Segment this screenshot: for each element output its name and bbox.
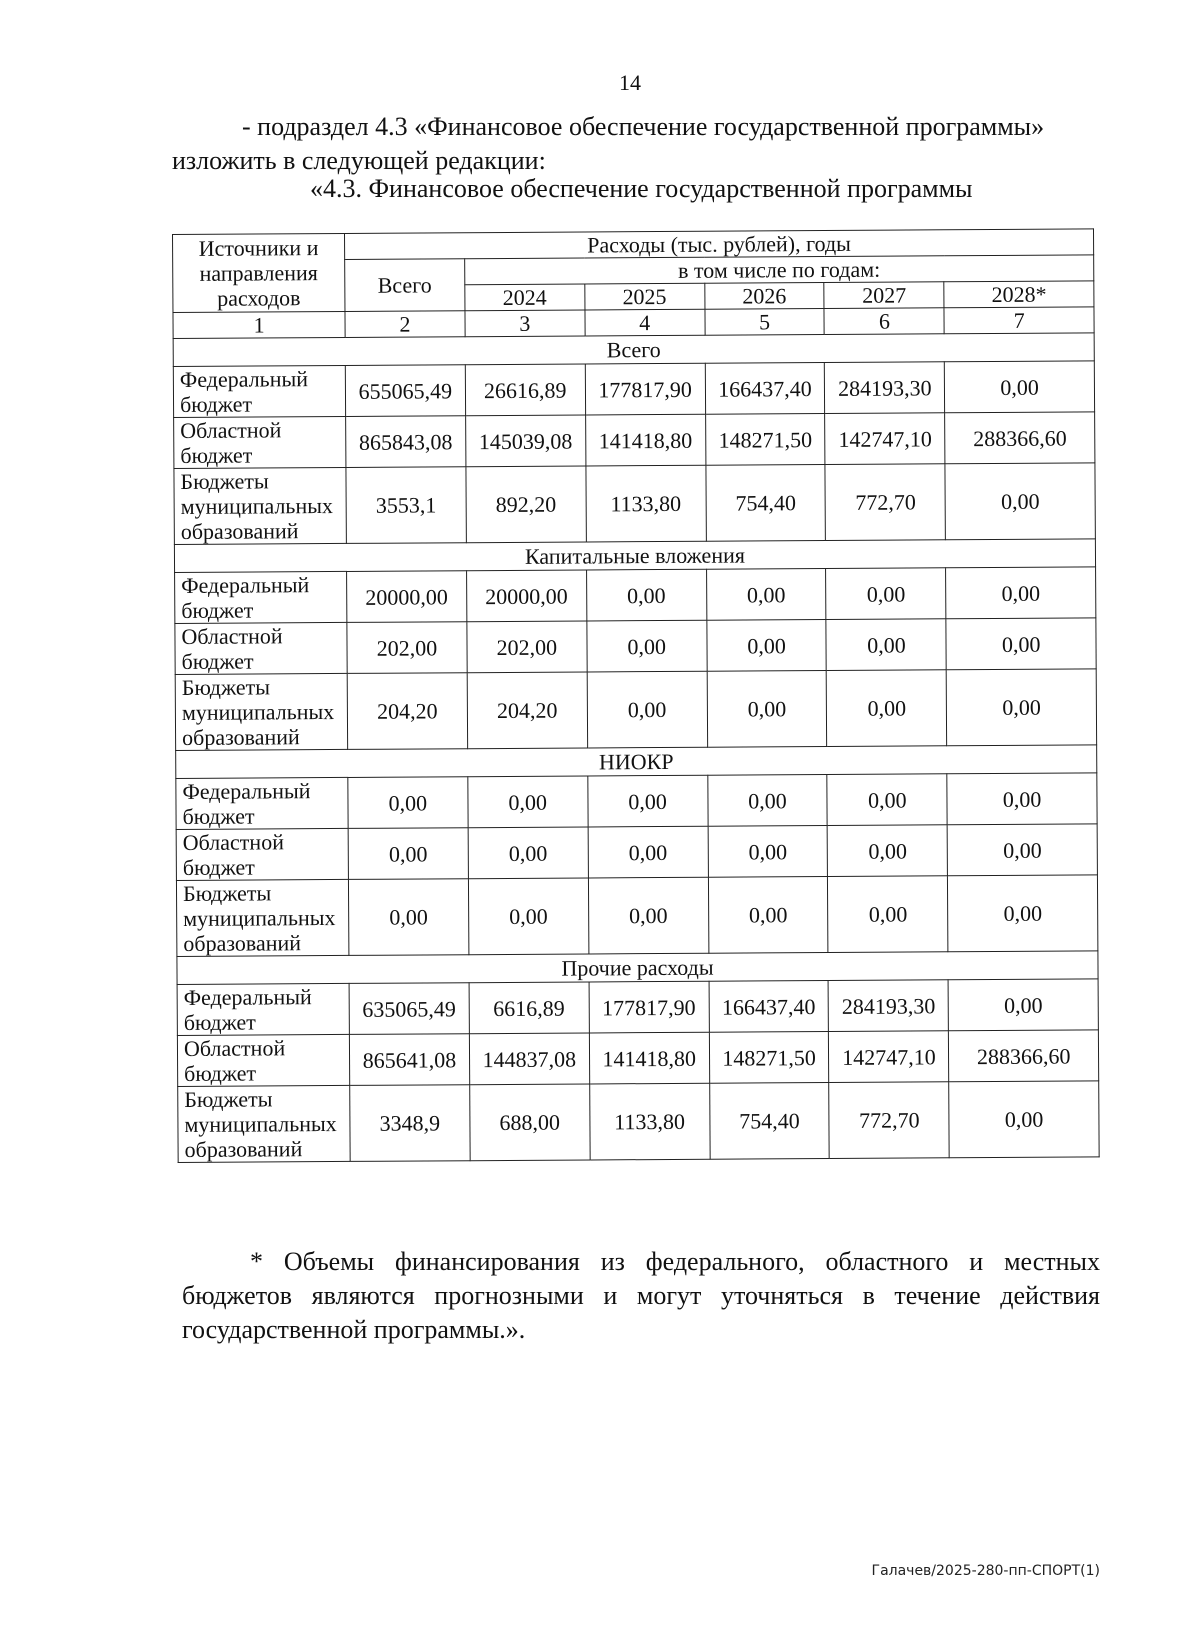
value-cell: 0,00 [826, 619, 946, 671]
value-cell: 865843,08 [346, 416, 466, 468]
value-cell: 148271,50 [709, 1032, 829, 1084]
table-row [173, 361, 1094, 418]
row-label: Бюджеты муниципальных образований [178, 1085, 350, 1162]
table-row [177, 979, 1098, 1036]
column-number: 5 [705, 309, 825, 336]
section-header: НИОКР [176, 745, 1097, 779]
section-header: Капитальные вложения [174, 539, 1095, 573]
row-label: Бюджеты муниципальных образований [176, 879, 348, 956]
value-cell: 0,00 [348, 777, 468, 829]
value-cell: 865641,08 [349, 1034, 469, 1086]
value-cell: 141418,80 [589, 1032, 709, 1084]
value-cell: 0,00 [588, 826, 708, 878]
page-number: 14 [619, 70, 641, 95]
row-label: Бюджеты муниципальных образований [175, 673, 347, 750]
table-row [175, 618, 1096, 675]
value-cell: 142747,10 [825, 413, 945, 465]
column-number: 6 [824, 308, 944, 335]
value-cell: 0,00 [948, 979, 1098, 1031]
value-cell: 3348,9 [350, 1085, 470, 1162]
column-number: 1 [173, 311, 345, 338]
value-cell: 202,00 [347, 622, 467, 674]
row-label: Бюджеты муниципальных образований [174, 467, 346, 544]
value-cell: 0,00 [947, 773, 1097, 825]
column-number: 7 [944, 307, 1094, 334]
value-cell: 284193,30 [829, 980, 949, 1032]
header-expenses: Расходы (тыс. рублей), годы [344, 229, 1093, 260]
row-label: Федеральный бюджет [176, 777, 348, 829]
value-cell: 0,00 [946, 567, 1096, 619]
value-cell: 772,70 [829, 1082, 949, 1159]
value-cell: 166437,40 [705, 363, 825, 415]
value-cell: 177817,90 [585, 363, 705, 415]
table-row [176, 824, 1097, 881]
value-cell: 148271,50 [705, 414, 825, 466]
value-cell: 204,20 [347, 673, 467, 750]
value-cell: 0,00 [949, 1081, 1099, 1158]
header-by-year: в том числе по годам: [464, 255, 1093, 285]
value-cell: 0,00 [468, 776, 588, 828]
value-cell: 0,00 [946, 618, 1096, 670]
document-id: Галачев/2025-280-пп-СПОРТ(1) [871, 1563, 1100, 1579]
value-cell: 688,00 [470, 1084, 590, 1161]
table-row [178, 1081, 1099, 1163]
value-cell: 144837,08 [469, 1033, 589, 1085]
row-label: Областной бюджет [177, 1034, 349, 1086]
table-row [176, 773, 1097, 830]
value-cell: 0,00 [468, 827, 588, 879]
value-cell: 288366,60 [949, 1030, 1099, 1082]
row-label: Областной бюджет [174, 416, 346, 468]
table-row [175, 669, 1096, 751]
row-label: Областной бюджет [176, 828, 348, 880]
financing-table [172, 228, 1100, 1163]
value-cell: 0,00 [948, 875, 1098, 952]
intro-text [172, 110, 1092, 178]
value-cell: 204,20 [467, 672, 587, 749]
value-cell: 0,00 [828, 825, 948, 877]
value-cell: 1133,80 [589, 1083, 709, 1160]
header-year: 2028* [944, 281, 1094, 308]
header-total: Всего [345, 259, 465, 312]
row-label: Федеральный бюджет [177, 983, 349, 1035]
value-cell: 0,00 [348, 828, 468, 880]
value-cell: 0,00 [708, 877, 828, 954]
value-cell: 141418,80 [585, 414, 705, 466]
value-cell: 635065,49 [349, 983, 469, 1035]
value-cell: 754,40 [705, 465, 825, 542]
value-cell: 0,00 [588, 877, 708, 954]
value-cell: 0,00 [706, 620, 826, 672]
value-cell: 1133,80 [586, 465, 706, 542]
value-cell: 288366,60 [945, 412, 1095, 464]
section-header: Прочие расходы [177, 951, 1098, 985]
row-label: Федеральный бюджет [173, 365, 345, 417]
header-year: 2024 [465, 284, 585, 311]
value-cell: 0,00 [827, 670, 947, 747]
footnote [182, 1245, 1100, 1347]
value-cell: 0,00 [587, 671, 707, 748]
value-cell: 0,00 [588, 775, 708, 827]
value-cell: 0,00 [706, 569, 826, 621]
value-cell: 20000,00 [347, 571, 467, 623]
value-cell: 0,00 [707, 671, 827, 748]
column-number: 4 [585, 309, 705, 336]
value-cell: 655065,49 [345, 365, 465, 417]
table-row [175, 567, 1096, 624]
table-row [174, 412, 1095, 469]
value-cell: 0,00 [828, 876, 948, 953]
header-year: 2027 [824, 282, 944, 309]
value-cell: 177817,90 [589, 981, 709, 1033]
value-cell: 142747,10 [829, 1031, 949, 1083]
value-cell: 0,00 [708, 826, 828, 878]
intro-line-2: изложить в следующей редакции: [172, 146, 546, 175]
value-cell: 0,00 [826, 568, 946, 620]
value-cell: 0,00 [947, 824, 1097, 876]
section-title: «4.3. Финансовое обеспечение государственной программы [310, 174, 973, 203]
header-source: Источники и направления расходов [173, 233, 345, 312]
value-cell: 772,70 [825, 464, 945, 541]
value-cell: 145039,08 [465, 415, 585, 467]
value-cell: 0,00 [945, 463, 1095, 540]
value-cell: 0,00 [945, 361, 1095, 413]
table-row [177, 1030, 1098, 1087]
value-cell: 0,00 [587, 620, 707, 672]
row-label: Областной бюджет [175, 622, 347, 674]
value-cell: 0,00 [348, 879, 468, 956]
value-cell: 754,40 [709, 1083, 829, 1160]
value-cell: 20000,00 [466, 570, 586, 622]
header-year: 2026 [704, 283, 824, 310]
value-cell: 166437,40 [709, 981, 829, 1033]
intro-line-1: - подраздел 4.3 «Финансовое обеспечение государственной программы» [242, 112, 1045, 141]
column-number: 2 [345, 311, 465, 338]
table-row [176, 875, 1097, 957]
value-cell: 202,00 [467, 621, 587, 673]
table-row [174, 463, 1095, 545]
value-cell: 892,20 [466, 466, 586, 543]
value-cell: 284193,30 [825, 362, 945, 414]
value-cell: 0,00 [707, 775, 827, 827]
value-cell: 3553,1 [346, 467, 466, 544]
value-cell: 0,00 [468, 878, 588, 955]
value-cell: 0,00 [586, 569, 706, 621]
value-cell: 0,00 [827, 774, 947, 826]
value-cell: 26616,89 [465, 364, 585, 416]
value-cell: 0,00 [946, 669, 1096, 746]
header-year: 2025 [585, 283, 705, 310]
section-header: Всего [173, 333, 1094, 367]
value-cell: 6616,89 [469, 982, 589, 1034]
column-number: 3 [465, 310, 585, 337]
footnote-text: * Объемы финансирования из федерального, областного и местных бюджетов являются прогнозными и могут уточняться в течение действия государственной программы.». [182, 1247, 1100, 1344]
row-label: Федеральный бюджет [175, 571, 347, 623]
